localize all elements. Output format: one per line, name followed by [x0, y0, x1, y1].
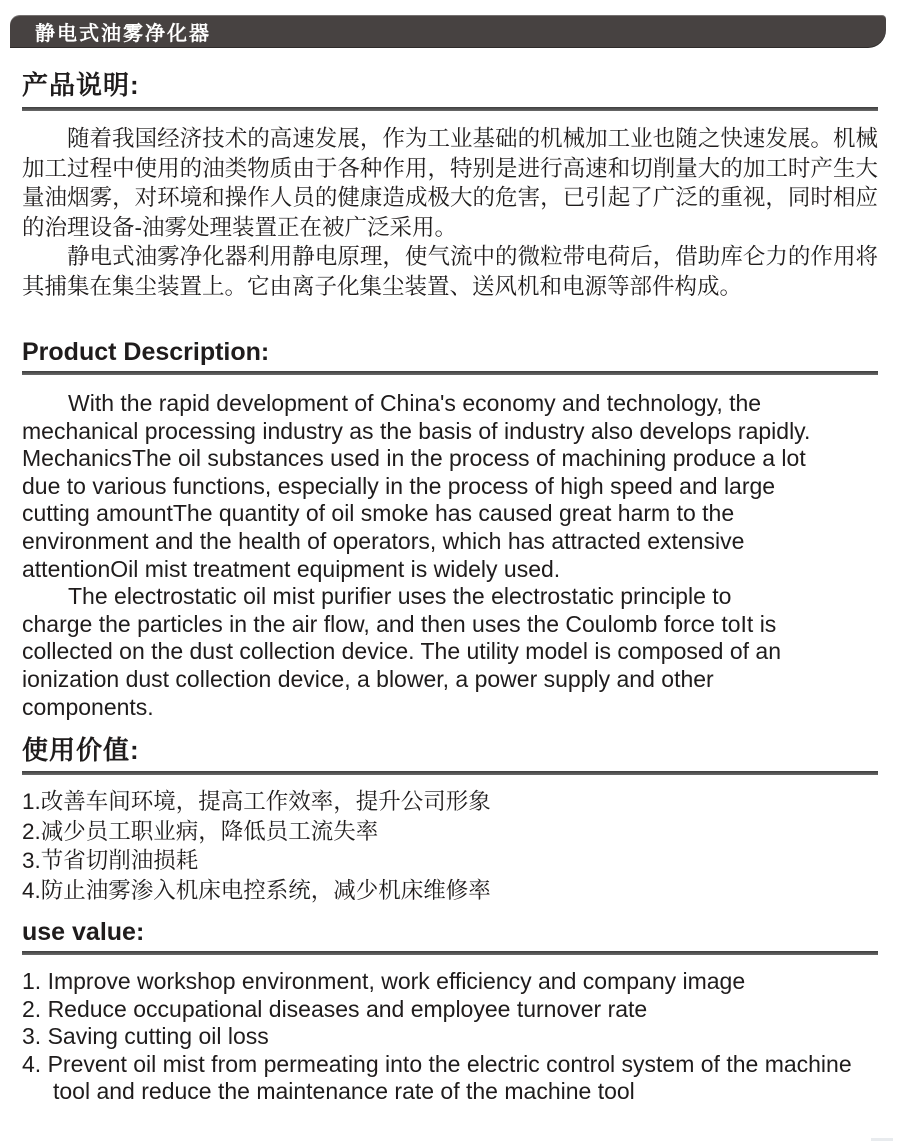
text-line: environment and the health of operators, which has attracted extensive: [22, 527, 745, 554]
text-line: charge the particles in the air flow, and then uses the Coulomb force toIt is: [22, 610, 777, 637]
text-line: 量油烟雾，对环境和操作人员的健康造成极大的危害，已引起了广泛的重视，同时相应: [22, 185, 878, 210]
text-line: ionization dust collection device, a blower, a power supply and other: [22, 665, 714, 692]
list-item: 4. Prevent oil mist from permeating into the electric control system of the machine tool and reduce the maintenance rate of the machine tool: [22, 1050, 852, 1105]
heading-rule: [22, 371, 878, 375]
text-line: 其捕集在集尘装置上。它由离子化集尘装置、送风机和电源等部件构成。: [22, 273, 743, 299]
text-line: 静电式油雾净化器利用静电原理，使气流中的微粒带电荷后，借助库仑力的作用将: [67, 244, 878, 269]
heading-product-description-en: Product Description:: [22, 338, 270, 366]
list-item: 3.节省切削油损耗: [22, 848, 199, 874]
text-line: The electrostatic oil mist purifier uses the electrostatic principle to: [68, 583, 732, 610]
text-line: due to various functions, especially in the process of high speed and large: [22, 472, 776, 499]
text-line: With the rapid development of China's economy and technology, the: [68, 390, 762, 416]
list-item: 2.减少员工职业病，降低员工流失率: [22, 818, 379, 844]
header-bar: [10, 15, 886, 48]
section-product-description-cn: [22, 70, 878, 301]
list-item: 2. Reduce occupational diseases and employee turnover rate: [22, 995, 648, 1022]
text-line: attentionOil mist treatment equipment is widely used.: [22, 555, 561, 582]
section-use-value-cn: [22, 735, 878, 905]
heading-rule: [22, 951, 878, 955]
text-line: mechanical processing industry as the basis of industry also develops rapidly.: [22, 417, 811, 444]
text-line: 的治理设备-油雾处理装置正在被广泛采用。: [22, 214, 457, 240]
text-line: components.: [22, 693, 154, 720]
heading-use-value-en: use value:: [22, 918, 145, 947]
header-bar-title: 静电式油雾净化器: [35, 23, 211, 45]
document-page: [0, 15, 900, 1106]
heading-rule: [22, 107, 878, 111]
content-area: [22, 70, 878, 1106]
list-item: 1. Improve workshop environment, work efficiency and company image: [22, 968, 746, 995]
section-product-description-en: [22, 339, 878, 721]
list-item: 4.防止油雾渗入机床电控系统，减少机床维修率: [22, 877, 491, 903]
paragraph-cn-description: [22, 124, 878, 301]
text-line: collected on the dust collection device. The utility model is composed of an: [22, 638, 781, 665]
heading-rule: [22, 771, 878, 775]
text-line: 加工过程中使用的油类物质由于各种作用，特别是进行高速和切削量大的加工时产生大: [22, 155, 878, 181]
use-value-list-en: [22, 968, 878, 1106]
text-line: MechanicsThe oil substances used in the process of machining produce a lot: [22, 445, 806, 472]
heading-product-description-cn: 产品说明:: [22, 70, 140, 100]
text-line: 随着我国经济技术的高速发展，作为工业基础的机械加工业也随之快速发展。机械: [67, 126, 878, 151]
section-use-value-en: [22, 919, 878, 1106]
paragraph-en-description: [22, 390, 878, 721]
text-line: cutting amountThe quantity of oil smoke has caused great harm to the: [22, 500, 735, 527]
use-value-list-cn: [22, 787, 878, 905]
list-item: 1.改善车间环境，提高工作效率，提升公司形象: [22, 789, 491, 815]
heading-use-value-cn: 使用价值:: [22, 735, 140, 766]
list-item: 3. Saving cutting oil loss: [22, 1023, 269, 1050]
